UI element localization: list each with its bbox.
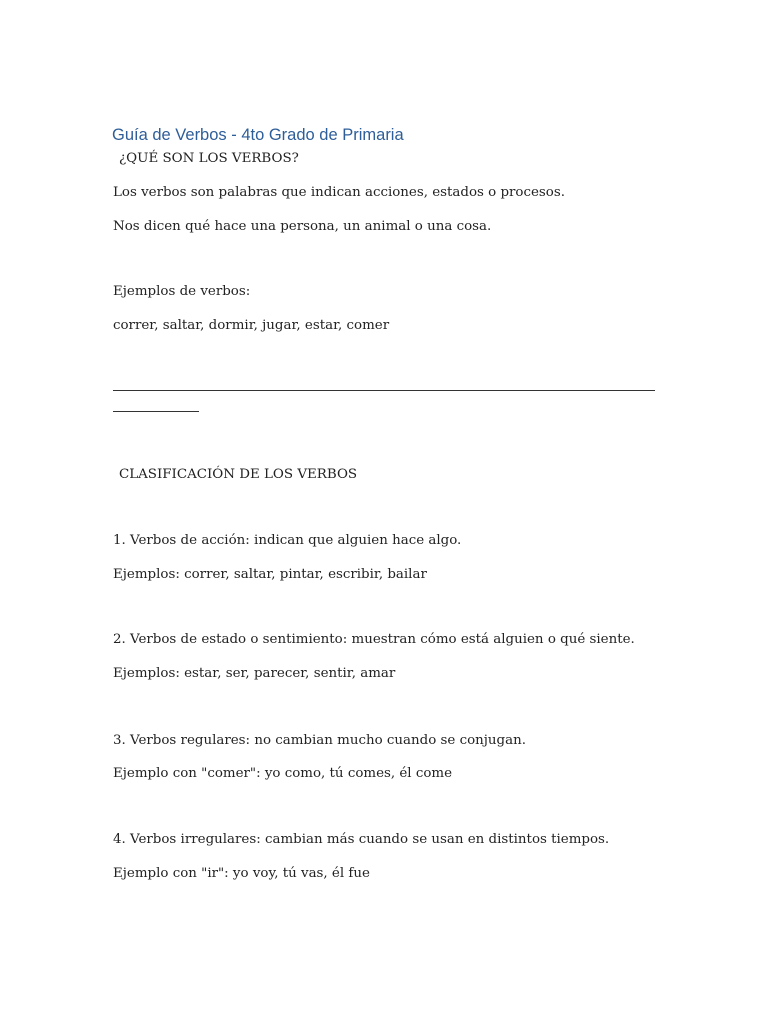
section-heading: 3. Verbos regulares: no cambian mucho cuando se conjugan. [113, 733, 526, 748]
section-example: Ejemplo con "ir": yo voy, tú vas, él fue [113, 866, 370, 881]
section-example: Ejemplos: correr, saltar, pintar, escribir, bailar [113, 567, 427, 582]
examples-list: correr, saltar, dormir, jugar, estar, comer [113, 318, 390, 333]
examples-label: Ejemplos de verbos: [113, 284, 251, 299]
section-heading: 1. Verbos de acción: indican que alguien hace algo. [113, 533, 462, 548]
intro-heading: ¿QUÉ SON LOS VERBOS? [119, 151, 299, 166]
intro-line-2: Nos dicen qué hace una persona, un animal o una cosa. [113, 219, 492, 234]
intro-line-1: Los verbos son palabras que indican acciones, estados o procesos. [113, 185, 565, 200]
section-heading: 2. Verbos de estado o sentimiento: muestran cómo está alguien o qué siente. [113, 632, 635, 647]
document-title: Guía de Verbos - 4to Grado de Primaria [112, 126, 404, 144]
horizontal-rule [113, 390, 655, 391]
classification-heading: CLASIFICACIÓN DE LOS VERBOS [119, 467, 358, 482]
section-example: Ejemplo con "comer": yo como, tú comes, él come [113, 766, 453, 781]
section-example: Ejemplos: estar, ser, parecer, sentir, amar [113, 666, 396, 681]
horizontal-rule-continuation [113, 411, 199, 412]
section-heading: 4. Verbos irregulares: cambian más cuando se usan en distintos tiempos. [113, 832, 610, 847]
